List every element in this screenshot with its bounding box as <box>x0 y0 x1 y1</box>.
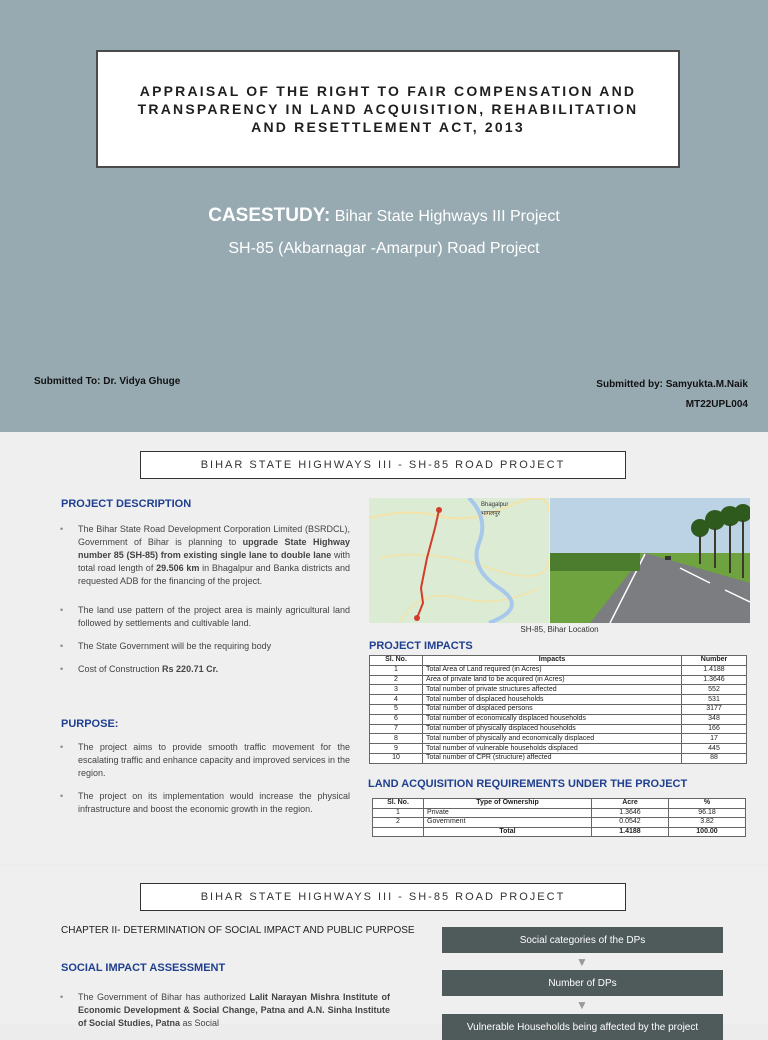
project-slide <box>0 432 768 864</box>
table-cell: 3.82 <box>669 818 746 828</box>
table-cell: 166 <box>682 724 747 734</box>
table-cell: Total number of economically displaced households <box>423 714 682 724</box>
column-header: % <box>669 799 746 809</box>
table-cell: 3177 <box>682 704 747 714</box>
table-cell: 1 <box>373 808 424 818</box>
purpose-bullet: • The project on its implementation would increase the physical infrastructure and boost the economic growth in the region. <box>60 790 350 816</box>
table-row <box>370 734 747 744</box>
table-cell: 6 <box>370 714 423 724</box>
table-cell: 5 <box>370 704 423 714</box>
table-cell: Total number of physically and economically displaced <box>423 734 682 744</box>
table-cell: 17 <box>682 734 747 744</box>
description-bullet: • The land use pattern of the project area is mainly agricultural land followed by settlements and cultivable land. <box>60 604 350 630</box>
flow-box: Number of DPs <box>442 970 723 996</box>
table-row <box>370 753 747 763</box>
column-header: Acre <box>592 799 669 809</box>
slide-header: BIHAR STATE HIGHWAYS III - SH-85 ROAD PROJECT <box>140 883 626 911</box>
total-percent: 100.00 <box>669 827 746 837</box>
submitted-by-block <box>596 375 748 415</box>
project-description-heading: PROJECT DESCRIPTION <box>61 498 192 510</box>
table-cell: 3 <box>370 685 423 695</box>
flow-box: Social categories of the DPs <box>442 927 723 953</box>
social-impact-heading: SOCIAL IMPACT ASSESSMENT <box>61 962 226 974</box>
table-cell: Total number of private structures affected <box>423 685 682 695</box>
column-header: Impacts <box>423 656 682 666</box>
social-impact-slide <box>0 866 768 1033</box>
column-header: Sl. No. <box>370 656 423 666</box>
table-cell: 9 <box>370 744 423 754</box>
chapter-title: CHAPTER II- DETERMINATION OF SOCIAL IMPACT AND PUBLIC PURPOSE <box>61 925 415 936</box>
road-photo <box>550 498 750 623</box>
table-cell: 1 <box>370 665 423 675</box>
impacts-table <box>369 655 747 764</box>
sia-bullets <box>60 991 390 1040</box>
table-header-row <box>370 656 747 666</box>
column-header: Type of Ownership <box>424 799 592 809</box>
description-bullets <box>60 523 350 686</box>
table-cell: Total number of vulnerable households displaced <box>423 744 682 754</box>
table-cell: Private <box>424 808 592 818</box>
table-cell: 8 <box>370 734 423 744</box>
table-cell: 1.4188 <box>682 665 747 675</box>
table-row <box>370 665 747 675</box>
sia-bullet: • The Government of Bihar has authorized Lalit Narayan Mishra Institute of Economic Development & Social Change, Patna and A.N. Sinha Institute of Social Studies, Patna as Social <box>60 991 390 1030</box>
table-cell: 0.0542 <box>592 818 669 828</box>
map-caption: SH-85, Bihar Location <box>520 625 599 634</box>
table-cell: Total number of displaced households <box>423 695 682 705</box>
arrow-down-icon: ▼ <box>576 998 588 1012</box>
impacts-table-body <box>370 665 747 763</box>
land-acquisition-heading: LAND ACQUISITION REQUIREMENTS UNDER THE PROJECT <box>368 778 688 790</box>
case-study-subtitle: SH-85 (Akbarnagar -Amarpur) Road Project <box>228 240 540 257</box>
table-cell: 7 <box>370 724 423 734</box>
table-row <box>370 704 747 714</box>
case-study-label: CASESTUDY: <box>208 205 331 226</box>
total-acre: 1.4188 <box>592 827 669 837</box>
description-bullet: • Cost of Construction Rs 220.71 Cr. <box>60 663 350 676</box>
table-row <box>370 695 747 705</box>
purpose-bullets <box>60 741 350 826</box>
land-table-body <box>373 808 746 827</box>
table-cell: 10 <box>370 753 423 763</box>
table-cell: 4 <box>370 695 423 705</box>
title-box <box>96 50 680 168</box>
land-table <box>372 798 746 837</box>
description-bullet: • The State Government will be the requiring body <box>60 640 350 653</box>
map-label: भागलपुर <box>481 511 501 517</box>
slide-title: APPRAISAL OF THE RIGHT TO FAIR COMPENSATION AND TRANSPARENCY IN LAND ACQUISITION, REHABILITATION AND RESETTLEMENT ACT, 2013 <box>137 83 639 135</box>
table-row <box>370 724 747 734</box>
roll-number: MT22UPL004 <box>685 399 748 410</box>
table-row <box>373 818 746 828</box>
table-header-row <box>373 799 746 809</box>
table-cell: 88 <box>682 753 747 763</box>
table-cell: 1.3646 <box>592 808 669 818</box>
table-row <box>370 685 747 695</box>
table-cell: 445 <box>682 744 747 754</box>
location-map <box>369 498 549 623</box>
table-cell: 552 <box>682 685 747 695</box>
total-label: Total <box>424 827 592 837</box>
table-cell: Government <box>424 818 592 828</box>
flow-box: Vulnerable Households being affected by the project <box>442 1014 723 1040</box>
table-cell: Total number of physically displaced households <box>423 724 682 734</box>
project-impacts-heading: PROJECT IMPACTS <box>369 640 473 652</box>
table-cell: 531 <box>682 695 747 705</box>
map-label: Bhagalpur <box>481 502 509 508</box>
table-cell: 2 <box>370 675 423 685</box>
road-photo-graphic <box>550 498 750 623</box>
table-row <box>370 675 747 685</box>
table-row <box>370 714 747 724</box>
case-study-line <box>0 205 768 227</box>
submitted-to: Submitted To: Dr. Vidya Ghuge <box>34 376 181 387</box>
submitted-by: Submitted by: Samyukta.M.Naik <box>596 379 748 390</box>
table-cell: Area of private land to be acquired (in Acres) <box>423 675 682 685</box>
table-cell: Total number of displaced persons <box>423 704 682 714</box>
table-cell: 1.3646 <box>682 675 747 685</box>
case-study-text: Bihar State Highways III Project <box>330 208 560 225</box>
slide-header: BIHAR STATE HIGHWAYS III - SH-85 ROAD PROJECT <box>140 451 626 479</box>
map-graphic <box>369 498 549 623</box>
table-cell: 348 <box>682 714 747 724</box>
table-cell: 96.18 <box>669 808 746 818</box>
purpose-bullet: • The project aims to provide smooth traffic movement for the escalating traffic and enhance capacity and improved services in the region. <box>60 741 350 780</box>
table-row <box>370 744 747 754</box>
table-cell: Total number of CPR (structure) affected <box>423 753 682 763</box>
description-bullet: • The Bihar State Road Development Corporation Limited (BSRDCL), Government of Bihar is planning to upgrade State Highway number 85 (SH-85) from existing single lane to double lane with total road length of 29.506 km in Bhagalpur and Banka districts and requested ADB for the financing of the project. <box>60 523 350 588</box>
table-cell: 2 <box>373 818 424 828</box>
title-slide <box>0 0 768 432</box>
table-total-row <box>373 827 746 837</box>
purpose-heading: PURPOSE: <box>61 718 119 730</box>
table-cell: Total Area of Land required (in Acres) <box>423 665 682 675</box>
column-header: Number <box>682 656 747 666</box>
arrow-down-icon: ▼ <box>576 955 588 969</box>
table-row <box>373 808 746 818</box>
column-header: Sl. No. <box>373 799 424 809</box>
